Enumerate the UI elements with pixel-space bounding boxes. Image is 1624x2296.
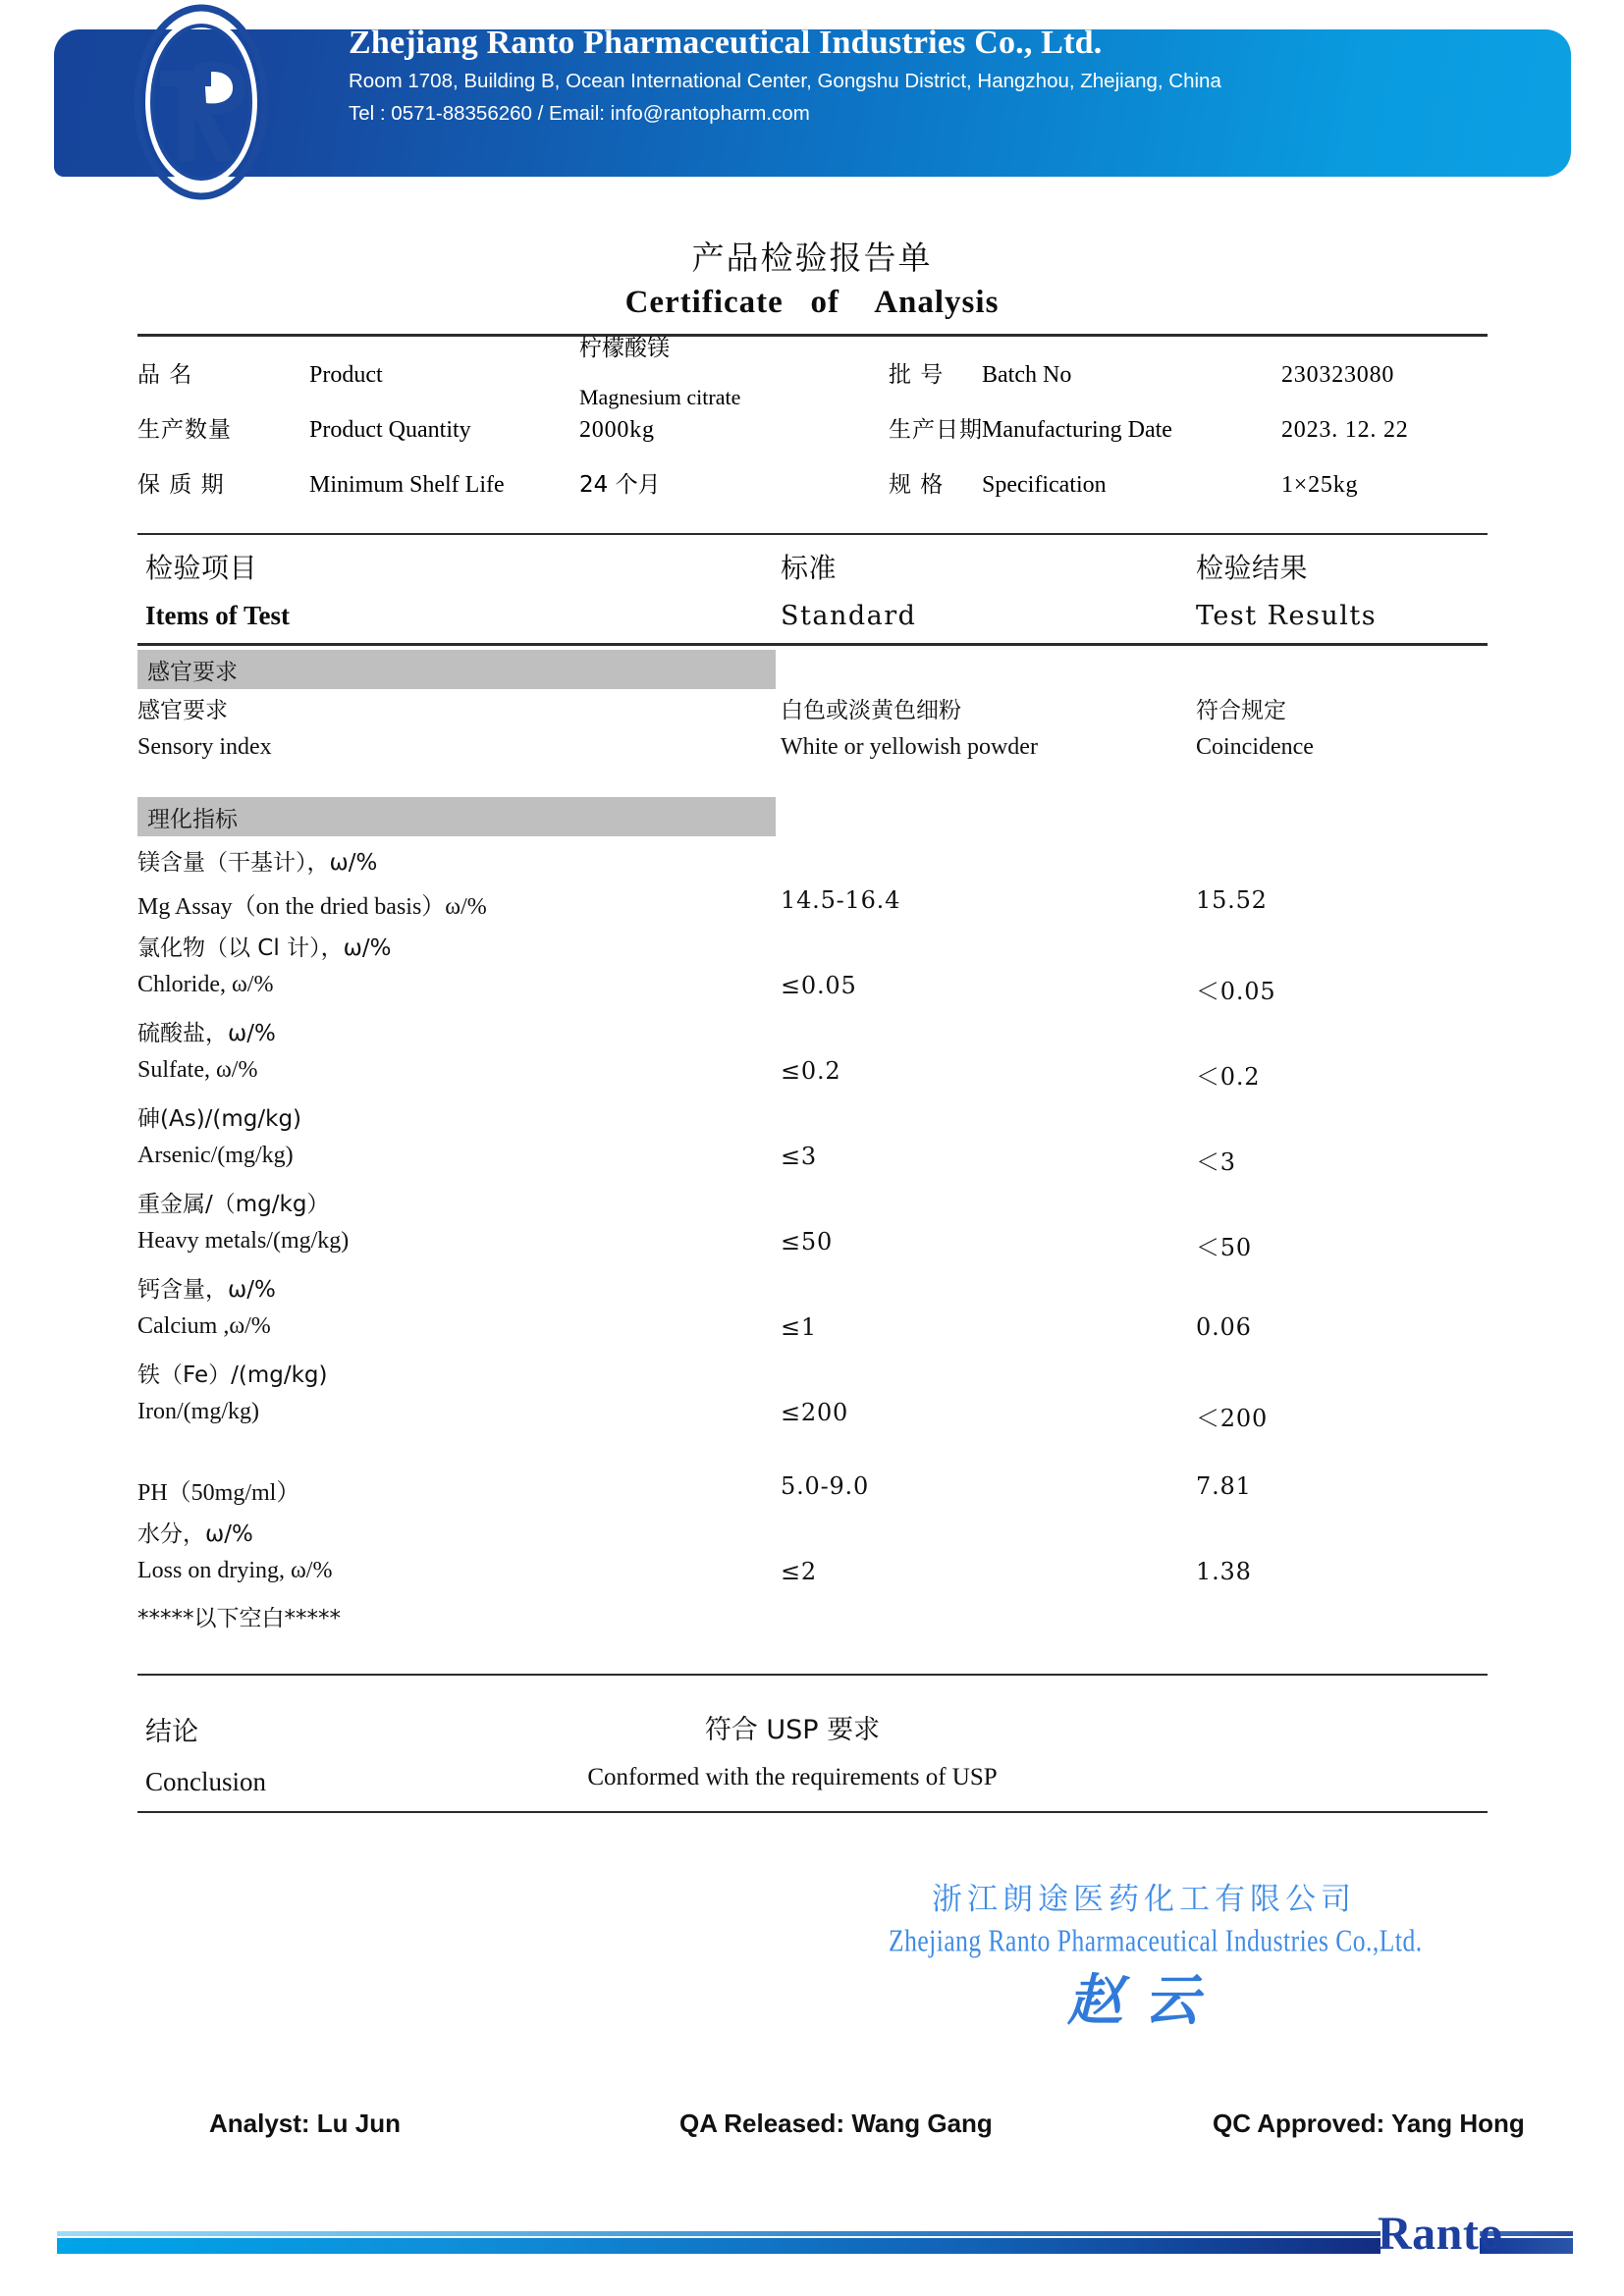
test-item-calcium-en: Calcium ,ω/% [137,1313,271,1339]
info-label-shelflife-cn: 保 质 期 [137,472,225,498]
stamp-signature: 赵云 [1067,1969,1220,2033]
test-item-iron-en: Iron/(mg/kg) [137,1399,259,1424]
test-item-arsenic-cn: 砷(As)/(mg/kg) [137,1106,302,1132]
info-label-quantity-en: Product Quantity [309,417,471,443]
column-header-items-cn: 检验项目 [145,552,258,584]
conclusion-value-cn: 符合 USP 要求 [704,1715,881,1745]
test-result-sulfate: ＜0.2 [1196,1063,1261,1091]
test-standard-sensory-cn: 白色或淡黄色细粉 [781,698,961,723]
info-table-bottom-rule [137,533,1488,535]
test-item-sulfate-en: Sulfate, ω/% [137,1057,258,1083]
footer-brand-ranto: Ranto [1378,2208,1503,2260]
conclusion-bottom-rule [137,1811,1488,1813]
info-value-spec: 1×25kg [1281,472,1359,498]
info-value-product-cn: 柠檬酸镁 [579,336,670,361]
info-value-product-en: Magnesium citrate [579,385,741,409]
info-label-mfgdate-en: Manufacturing Date [982,417,1172,443]
info-label-batch-cn: 批 号 [889,362,945,388]
footer-rule-thick-left [57,2238,1380,2254]
test-item-lod-en: Loss on drying, ω/% [137,1558,333,1583]
info-value-batch-no: 230323080 [1281,362,1395,388]
test-item-chloride-en: Chloride, ω/% [137,972,274,997]
test-standard-heavymetals: ≤50 [781,1228,834,1255]
test-standard-ph: 5.0-9.0 [781,1472,870,1500]
column-header-standard-cn: 标准 [781,552,838,584]
info-label-mfgdate-cn: 生产日期 [889,417,983,443]
column-header-results-cn: 检验结果 [1196,552,1309,584]
test-result-iron: ＜200 [1196,1405,1269,1432]
tr-monogram-icon [118,4,285,200]
conclusion-label-cn: 结论 [145,1717,198,1747]
test-item-calcium-cn: 钙含量，ω/% [137,1277,276,1303]
info-table-top-rule [137,334,1488,337]
test-result-ph: 7.81 [1196,1472,1252,1500]
signature-qa-released: QA Released: Wang Gang [679,2109,993,2138]
info-label-product-en: Product [309,362,383,388]
test-standard-iron: ≤200 [781,1399,849,1426]
info-value-shelflife: 24 个月 [579,472,661,498]
test-result-sensory-en: Coincidence [1196,734,1314,760]
footer-rule-thin-left [57,2231,1380,2236]
test-standard-mg: 14.5-16.4 [781,886,901,914]
conclusion-top-rule [137,1674,1488,1676]
test-standard-lod: ≤2 [781,1558,817,1585]
info-label-quantity-cn: 生产数量 [137,417,232,443]
test-standard-sensory-en: White or yellowish powder [781,734,1038,760]
test-result-sensory-cn: 符合规定 [1196,698,1286,723]
stamp-company-en: Zhejiang Ranto Pharmaceutical Industries Co.,Ltd. [889,1922,1423,1958]
info-label-shelflife-en: Minimum Shelf Life [309,472,505,498]
section-band-physchem [137,797,776,836]
section-band-sensory-label: 感官要求 [147,660,238,685]
info-row-product [137,336,1488,409]
test-item-chloride-cn: 氯化物（以 Cl 计），ω/% [137,935,392,961]
test-item-mg-en: Mg Assay（on the dried basis）ω/% [137,894,487,920]
conclusion-value-en: Conformed with the requirements of USP [587,1764,998,1790]
test-item-sensory-cn: 感官要求 [137,698,228,723]
column-header-items-en: Items of Test [145,601,290,630]
report-title-cn: 产品检验报告单 [691,239,933,277]
header-company-block [349,22,1221,130]
company-contact: Tel : 0571-88356260 / Email: info@rantopharm.com [349,102,810,125]
stamp-company-cn: 浙江朗途医药化工有限公司 [932,1882,1356,1917]
column-header-results-en: Test Results [1196,601,1378,631]
test-item-mg-cn: 镁含量（干基计），ω/% [137,850,378,876]
info-row-shelflife [137,464,1488,533]
info-label-product-cn: 品 名 [137,362,193,388]
section-band-physchem-label: 理化指标 [147,807,238,832]
test-result-heavymetals: ＜50 [1196,1234,1252,1261]
test-result-mg: 15.52 [1196,886,1268,914]
test-item-sensory-en: Sensory index [137,734,272,760]
info-label-spec-en: Specification [982,472,1107,498]
signature-qc-approved: QC Approved: Yang Hong [1213,2109,1525,2138]
test-item-sulfate-cn: 硫酸盐，ω/% [137,1021,276,1046]
test-table-footnote: *****以下空白***** [137,1606,341,1631]
test-result-arsenic: ＜3 [1196,1148,1236,1176]
info-label-batch-en: Batch No [982,362,1072,388]
info-label-spec-cn: 规 格 [889,472,945,498]
test-result-chloride: ＜0.05 [1196,978,1276,1005]
company-name: Zhejiang Ranto Pharmaceutical Industries Co., Ltd. [349,25,1103,61]
info-value-mfgdate: 2023. 12. 22 [1281,417,1409,443]
company-address: Room 1708, Building B, Ocean International Center, Gongshu District, Hangzhou, Zhejiang, China [349,70,1221,92]
company-logo [118,4,285,200]
test-result-calcium: 0.06 [1196,1313,1252,1341]
test-item-lod-cn: 水分，ω/% [137,1522,253,1547]
company-stamp [889,1880,1423,2039]
info-value-quantity: 2000kg [579,417,655,443]
test-standard-sulfate: ≤0.2 [781,1057,841,1085]
test-item-iron-cn: 铁（Fe）/(mg/kg) [137,1362,328,1388]
test-item-arsenic-en: Arsenic/(mg/kg) [137,1143,294,1168]
signature-analyst: Analyst: Lu Jun [209,2109,402,2138]
test-standard-calcium: ≤1 [781,1313,817,1341]
test-standard-arsenic: ≤3 [781,1143,817,1170]
test-standard-chloride: ≤0.05 [781,972,857,999]
test-item-heavymetals-cn: 重金属/（mg/kg） [137,1192,330,1217]
report-title-en: Certificate of Analysis [624,285,1000,320]
test-item-heavymetals-en: Heavy metals/(mg/kg) [137,1228,350,1254]
section-band-sensory [137,650,776,689]
test-result-lod: 1.38 [1196,1558,1252,1585]
conclusion-label-en: Conclusion [145,1767,267,1796]
column-header-standard-en: Standard [781,601,917,631]
test-item-ph-en: PH（50mg/ml） [137,1480,300,1506]
test-table-header-rule [137,643,1488,646]
